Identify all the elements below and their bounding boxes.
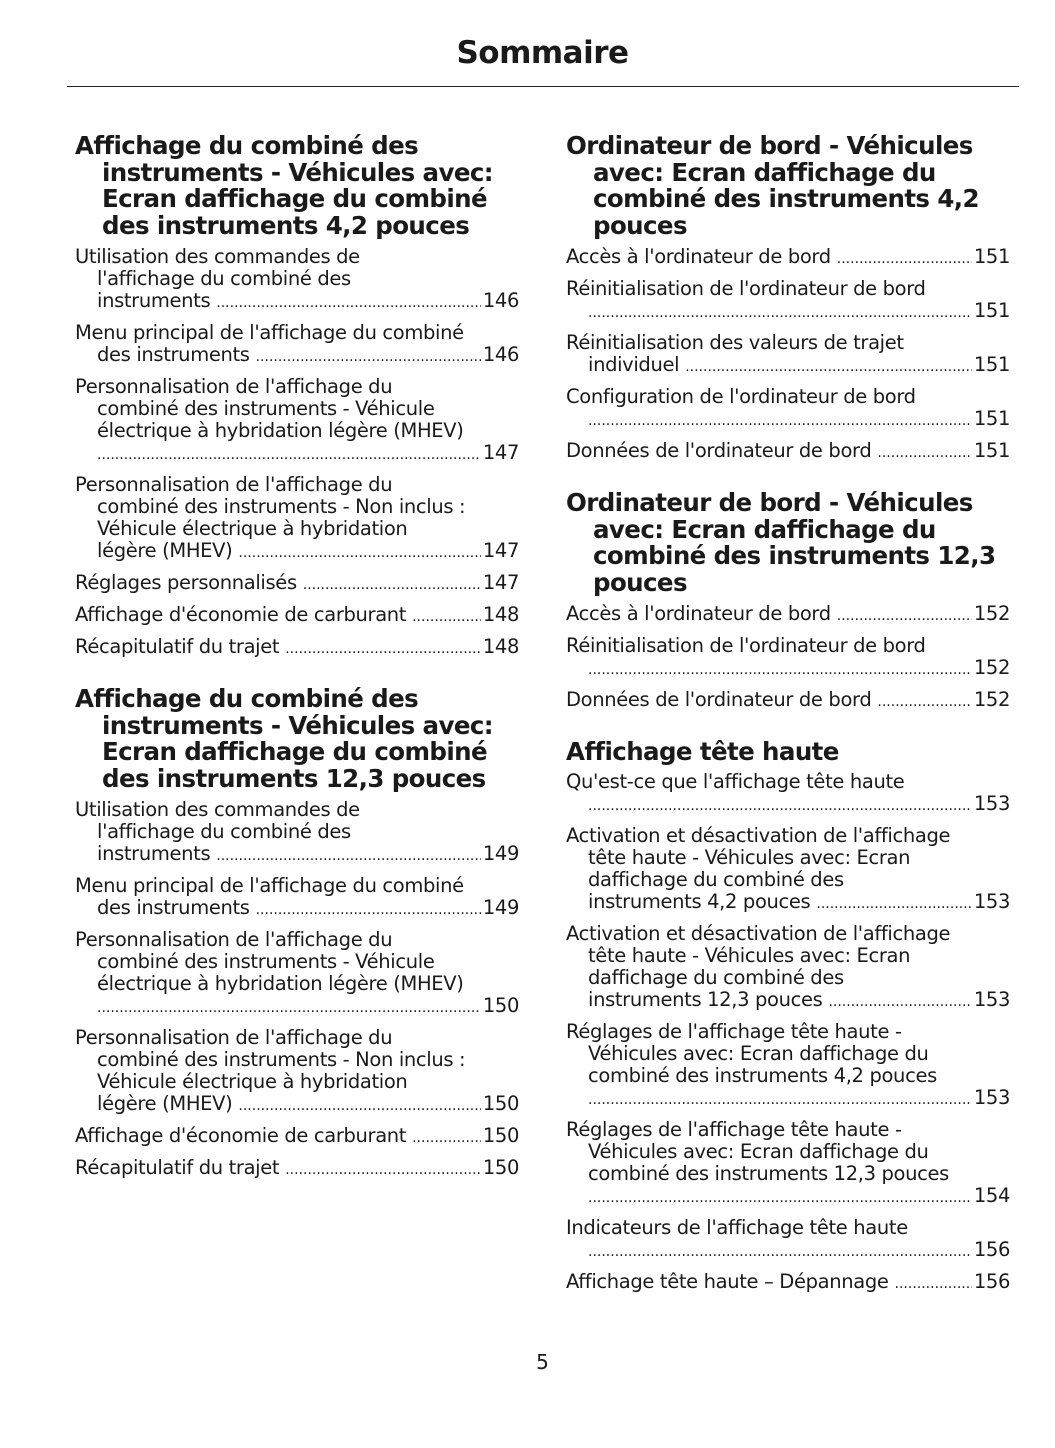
toc-entry-page: 153: [973, 1086, 1010, 1110]
toc-entry[interactable]: [566, 923, 1010, 1013]
toc-entry-title-line: Véhicule électrique à hybridation: [97, 1069, 408, 1093]
toc-entry-title-line: électrique à hybridation légère (MHEV): [97, 971, 464, 995]
toc-entry-title-line: l'affichage du combiné des: [97, 266, 351, 290]
toc-entry-page: 151: [973, 352, 1010, 376]
toc-entry-title-last: Affichage d'économie de carburant: [75, 1123, 407, 1147]
toc-entry-page: 147: [482, 570, 519, 594]
toc-entry-title-line: Réglages de l'affichage tête haute -: [566, 1020, 902, 1044]
dot-leader: [588, 1187, 972, 1209]
toc-entry-title-last: Accès à l'ordinateur de bord: [566, 601, 831, 625]
toc-entry-title-line: Activation et désactivation de l'affichage: [566, 824, 951, 848]
toc-entry-title-last: légère (MHEV): [97, 538, 233, 562]
toc-entry-title-line: Activation et désactivation de l'affichage: [566, 922, 951, 946]
toc-entry-title-line: Menu principal de l'affichage du combiné: [75, 873, 464, 897]
toc-entry[interactable]: [566, 440, 1010, 464]
toc-entry-page: 146: [482, 342, 519, 366]
toc-entry[interactable]: [75, 1027, 519, 1117]
toc-section: [566, 736, 1010, 1296]
toc-entry[interactable]: [75, 604, 519, 628]
toc-entry-page: 148: [482, 602, 519, 626]
dot-leader: [97, 997, 481, 1019]
toc-entry-title-last: Données de l'ordinateur de bord: [566, 687, 872, 711]
toc-section-heading: Ordinateur de bord - Véhicules avec: Ecran daffichage du combiné des instruments 12,3 pouces: [566, 487, 996, 597]
dot-leader: [588, 795, 972, 817]
toc-entry-page: 153: [973, 890, 1010, 914]
title-divider: [67, 86, 1019, 87]
dot-leader: [828, 991, 971, 1013]
toc-section-heading: Affichage du combiné des instruments - Véhicules avec: Ecran daffichage du combiné des instruments 4,2 pouces: [75, 131, 493, 241]
toc-entry-title-line: Réinitialisation de l'ordinateur de bord: [566, 276, 926, 300]
toc-entry-page: 152: [973, 687, 1010, 711]
toc-entry-title-line: combiné des instruments 12,3 pouces: [588, 1162, 949, 1186]
dot-leader: [238, 542, 480, 564]
toc-entry[interactable]: [566, 1021, 1010, 1111]
toc-entry-title-last: instruments: [97, 288, 211, 312]
toc-entry-title-line: daffichage du combiné des: [588, 966, 844, 990]
toc-entry-title-line: Qu'est-ce que l'affichage tête haute: [566, 770, 905, 794]
toc-entry-title-line: combiné des instruments - Non inclus :: [97, 494, 466, 518]
toc-entry[interactable]: [566, 689, 1010, 713]
toc-entry-title-last: instruments 4,2 pouces: [588, 890, 811, 914]
dot-leader: [895, 1273, 972, 1295]
toc-entry[interactable]: [566, 386, 1010, 432]
toc-entry-page: 151: [973, 298, 1010, 322]
toc-entry-page: 149: [482, 841, 519, 865]
toc-entry-title-last: instruments: [97, 841, 211, 865]
dot-leader: [285, 638, 481, 660]
toc-entry-title-last: Affichage tête haute – Dépannage: [566, 1270, 889, 1294]
dot-leader: [588, 410, 972, 432]
toc-entry-page: 147: [482, 538, 519, 562]
toc-section: [566, 133, 1010, 464]
toc-entry-title-last: des instruments: [97, 342, 250, 366]
dot-leader: [412, 1127, 481, 1149]
dot-leader: [256, 346, 481, 368]
toc-entry[interactable]: [75, 799, 519, 867]
dot-leader: [685, 356, 972, 378]
toc-entry-page: 151: [973, 244, 1010, 268]
toc-entry-title-line: Réglages de l'affichage tête haute -: [566, 1118, 902, 1142]
toc-entry[interactable]: [566, 635, 1010, 681]
toc-section-heading: Affichage du combiné des instruments - Véhicules avec: Ecran daffichage du combiné des instruments 12,3 pouces: [75, 683, 493, 793]
toc-entry-page: 153: [973, 988, 1010, 1012]
toc-entry-page: 149: [482, 895, 519, 919]
toc-entry-title-line: l'affichage du combiné des: [97, 819, 351, 843]
toc-entry-page: 146: [482, 288, 519, 312]
toc-column-left: [75, 133, 519, 1207]
toc-entry-title-last: Récapitulatif du trajet: [75, 1155, 280, 1179]
dot-leader: [816, 893, 971, 915]
toc-entry-title-line: combiné des instruments - Véhicule: [97, 396, 435, 420]
toc-entry-title-line: Personnalisation de l'affichage du: [75, 374, 393, 398]
dot-leader: [588, 659, 972, 681]
toc-entry[interactable]: [75, 636, 519, 660]
toc-entry[interactable]: [75, 322, 519, 368]
toc-entry-title-line: Utilisation des commandes de: [75, 797, 360, 821]
toc-column-right: [566, 133, 1010, 1321]
toc-entry-title-line: Personnalisation de l'affichage du: [75, 927, 393, 951]
toc-entry-title-line: tête haute - Véhicules avec: Ecran: [588, 846, 911, 870]
toc-entry[interactable]: [75, 929, 519, 1019]
toc-entry[interactable]: [75, 1125, 519, 1149]
dot-leader: [285, 1159, 481, 1181]
toc-entry-title-last: Récapitulatif du trajet: [75, 634, 280, 658]
toc-entry-page: 156: [973, 1238, 1010, 1262]
toc-section-heading: Ordinateur de bord - Véhicules avec: Ecran daffichage du combiné des instruments 4,2 pouces: [566, 131, 979, 241]
toc-entry-title-line: Personnalisation de l'affichage du: [75, 1025, 393, 1049]
toc-entry-title-line: Véhicules avec: Ecran daffichage du: [588, 1140, 929, 1164]
toc-entry-title-line: tête haute - Véhicules avec: Ecran: [588, 944, 911, 968]
toc-entry[interactable]: [566, 246, 1010, 270]
toc-entry-page: 154: [973, 1184, 1010, 1208]
dot-leader: [303, 574, 481, 596]
toc-entry-page: 151: [973, 438, 1010, 462]
toc-section: [75, 683, 519, 1181]
toc-entry[interactable]: [566, 1119, 1010, 1209]
toc-entry[interactable]: [75, 376, 519, 466]
toc-entry-title-line: Véhicule électrique à hybridation: [97, 516, 408, 540]
toc-entry[interactable]: [75, 572, 519, 596]
toc-entry-title-last: Affichage d'économie de carburant: [75, 602, 407, 626]
toc-entry[interactable]: [75, 474, 519, 564]
dot-leader: [588, 1089, 972, 1111]
dot-leader: [877, 442, 971, 464]
toc-entry-title-line: Véhicules avec: Ecran daffichage du: [588, 1042, 929, 1066]
dot-leader: [256, 899, 481, 921]
toc-entry-page: 150: [482, 993, 519, 1017]
toc-entry-page: 151: [973, 406, 1010, 430]
toc-entry-title-line: daffichage du combiné des: [588, 868, 844, 892]
toc-entry-title-last: des instruments: [97, 895, 250, 919]
toc-entry-page: 150: [482, 1091, 519, 1115]
toc-entry[interactable]: [566, 825, 1010, 915]
toc-entry-page: 152: [973, 655, 1010, 679]
toc-entry-page: 150: [482, 1123, 519, 1147]
toc-entry-title-line: combiné des instruments - Non inclus :: [97, 1047, 466, 1071]
toc-section: [75, 133, 519, 660]
toc-section-heading: Affichage tête haute: [566, 736, 839, 766]
dot-leader: [837, 605, 972, 627]
toc-entry-page: 150: [482, 1155, 519, 1179]
toc-entry-title-last: légère (MHEV): [97, 1091, 233, 1115]
toc-entry-page: 153: [973, 792, 1010, 816]
dot-leader: [588, 302, 972, 324]
toc-entry[interactable]: [566, 603, 1010, 627]
toc-entry-title-line: Personnalisation de l'affichage du: [75, 472, 393, 496]
toc-entry[interactable]: [566, 332, 1010, 378]
toc-entry-page: 148: [482, 634, 519, 658]
toc-entry-title-last: Réglages personnalisés: [75, 570, 297, 594]
toc-entry[interactable]: [566, 278, 1010, 324]
dot-leader: [216, 292, 481, 314]
toc-entry-title-line: Indicateurs de l'affichage tête haute: [566, 1216, 908, 1240]
toc-entry[interactable]: [75, 1157, 519, 1181]
toc-entry-title-line: combiné des instruments 4,2 pouces: [588, 1064, 937, 1088]
page-number: 5: [536, 1350, 549, 1374]
toc-entry[interactable]: [566, 771, 1010, 817]
toc-entry[interactable]: [75, 246, 519, 314]
dot-leader: [837, 248, 972, 270]
toc-entry-page: 147: [482, 440, 519, 464]
toc-section: [566, 487, 1010, 713]
dot-leader: [238, 1095, 480, 1117]
page-title: Sommaire: [456, 35, 629, 71]
toc-entry-title-line: Configuration de l'ordinateur de bord: [566, 384, 916, 408]
toc-entry-page: 156: [973, 1270, 1010, 1294]
toc-entry-title-line: Menu principal de l'affichage du combiné: [75, 320, 464, 344]
dot-leader: [97, 444, 481, 466]
toc-entry-title-line: combiné des instruments - Véhicule: [97, 949, 435, 973]
toc-entry-title-line: Utilisation des commandes de: [75, 244, 360, 268]
toc-entry-title-line: électrique à hybridation légère (MHEV): [97, 418, 464, 442]
toc-entry-title-line: Réinitialisation de l'ordinateur de bord: [566, 633, 926, 657]
toc-entry[interactable]: [75, 875, 519, 921]
toc-entry-page: 152: [973, 601, 1010, 625]
toc-entry[interactable]: [566, 1217, 1010, 1263]
dot-leader: [877, 691, 971, 713]
dot-leader: [588, 1241, 972, 1263]
toc-entry-title-last: instruments 12,3 pouces: [588, 988, 823, 1012]
toc-entry-title-last: Données de l'ordinateur de bord: [566, 438, 872, 462]
toc-entry[interactable]: [566, 1271, 1010, 1295]
dot-leader: [216, 845, 481, 867]
toc-entry-title-line: Réinitialisation des valeurs de trajet: [566, 330, 904, 354]
toc-entry-title-last: Accès à l'ordinateur de bord: [566, 244, 831, 268]
dot-leader: [412, 606, 481, 628]
toc-entry-title-last: individuel: [588, 352, 680, 376]
